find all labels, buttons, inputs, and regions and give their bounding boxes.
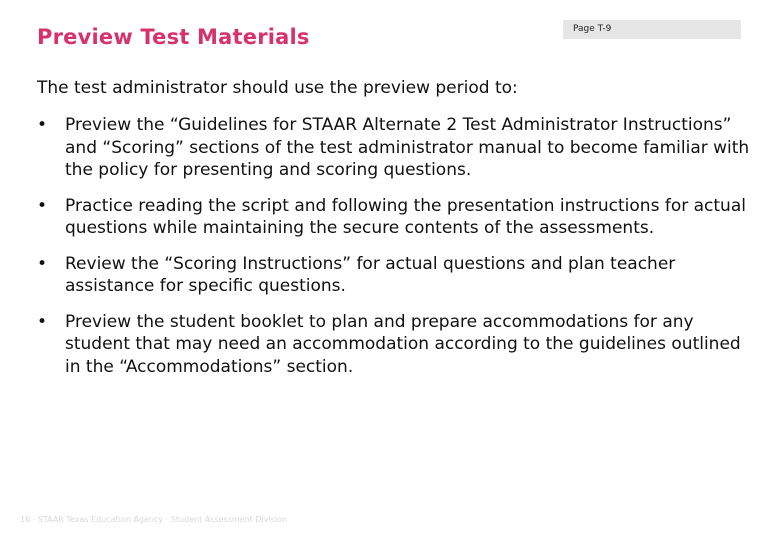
bullet-marker: •	[37, 195, 48, 216]
page-number-label: Page T-9	[573, 24, 612, 34]
intro-text: The test administrator should use the preview period to:	[37, 78, 518, 98]
bullet-list	[37, 114, 752, 378]
bullet-text: Preview the “Guidelines for STAAR Alternate 2 Test Administrator Instructions” and “Scoring” sections of the test administrator manual to become familiar with the policy for presenting and scoring questions.	[65, 115, 750, 180]
bullet-text: Practice reading the script and following the presentation instructions for actual questions while maintaining the secure contents of the assessments.	[65, 195, 746, 238]
bullet-text: Review the “Scoring Instructions” for actual questions and plan teacher assistance for specific questions.	[65, 253, 676, 296]
bullet-item	[37, 195, 752, 240]
page-number-box	[563, 20, 741, 39]
bullet-text: Preview the student booklet to plan and prepare accommodations for any student that may need an accommodation according to the guidelines outlined in the “Accommodations” section.	[65, 311, 741, 377]
bullet-marker: •	[37, 311, 48, 332]
bullet-marker: •	[37, 253, 48, 274]
bullet-marker: •	[37, 115, 48, 135]
bullet-item	[37, 253, 752, 298]
bullet-item	[37, 114, 752, 182]
footer-text: 16 · STAAR Texas Education Agency · Student Assessment Division	[20, 515, 288, 524]
page-title: Preview Test Materials	[37, 25, 310, 49]
bullet-item	[37, 311, 752, 379]
